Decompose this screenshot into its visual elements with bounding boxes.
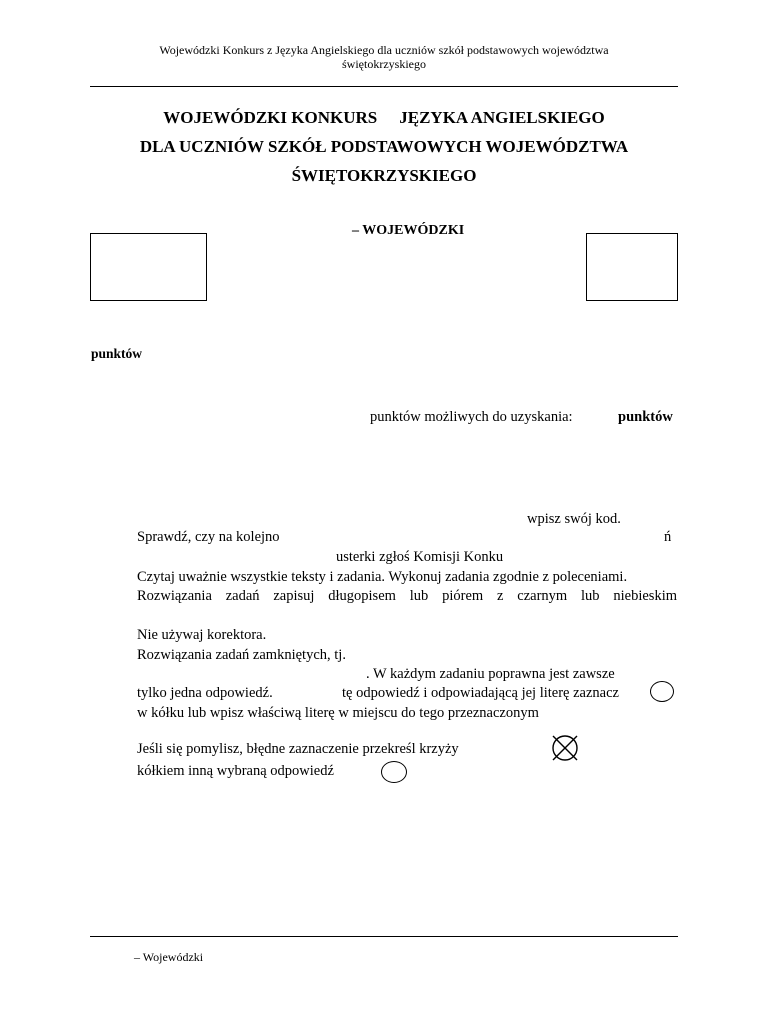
- title-line1-part-b: JĘZYKA ANGIELSKIEGO: [399, 108, 605, 127]
- max-points-label: punktów możliwych do uzyskania:: [370, 409, 573, 425]
- defects-text: usterki zgłoś Komisji Konku: [336, 549, 504, 565]
- max-points-unit: punktów: [618, 409, 673, 425]
- circle-or-write-text: w kółku lub wpisz właściwą literę w miejscu do tego przeznaczonym: [137, 705, 539, 721]
- stage-label: – WOJEWÓDZKI: [352, 223, 465, 238]
- crossed-circle-icon: [550, 733, 580, 763]
- mark-answer-text: tę odpowiedź i odpowiadającą jej literę zaznacz: [342, 685, 619, 701]
- check-pages-text: Sprawdź, czy na kolejno: [137, 529, 280, 545]
- circle-other-text: kółkiem inną wybraną odpowiedź: [137, 763, 334, 779]
- circle-answer-icon: [381, 761, 407, 783]
- student-code-box[interactable]: [90, 233, 207, 301]
- no-corrector-text: Nie używaj korektora.: [137, 627, 267, 643]
- points-label: punktów: [91, 346, 143, 361]
- title-line1: [0, 108, 768, 128]
- read-carefully-text: Czytaj uważnie wszystkie teksty i zadania. Wykonuj zadania zgodnie z poleceniami.: [137, 569, 628, 585]
- write-pen-text: Rozwiązania zadań zapisuj długopisem lub piórem z czarnym lub niebieskim: [137, 588, 677, 604]
- title-line3: ŚWIĘTOKRZYSKIEGO: [291, 166, 477, 185]
- footer-text: – Wojewódzki: [134, 950, 204, 964]
- mistake-text: Jeśli się pomylisz, błędne zaznaczenie przekreśl krzyży: [137, 741, 459, 757]
- text-fragment: ń: [664, 529, 672, 545]
- circle-example-icon: [650, 681, 674, 702]
- title-line1-part-a: WOJEWÓDZKI KONKURS: [163, 108, 378, 127]
- one-answer-text: tylko jedna odpowiedź.: [137, 685, 273, 701]
- running-header: [0, 43, 768, 71]
- title-line2: DLA UCZNIÓW SZKÓŁ PODSTAWOWYCH WOJEWÓDZTWA: [139, 137, 629, 156]
- code-hint: wpisz swój kod.: [527, 511, 621, 527]
- running-header-line2: świętokrzyskiego: [342, 57, 426, 71]
- each-task-text: . W każdym zadaniu poprawna jest zawsze: [366, 666, 615, 682]
- score-box[interactable]: [586, 233, 678, 301]
- header-rule: [90, 86, 678, 87]
- footer-rule: [90, 936, 678, 937]
- closed-tasks-text: Rozwiązania zadań zamkniętych, tj.: [137, 647, 346, 663]
- running-header-line1: Wojewódzki Konkurs z Języka Angielskiego dla uczniów szkół podstawowych województwa: [159, 43, 609, 57]
